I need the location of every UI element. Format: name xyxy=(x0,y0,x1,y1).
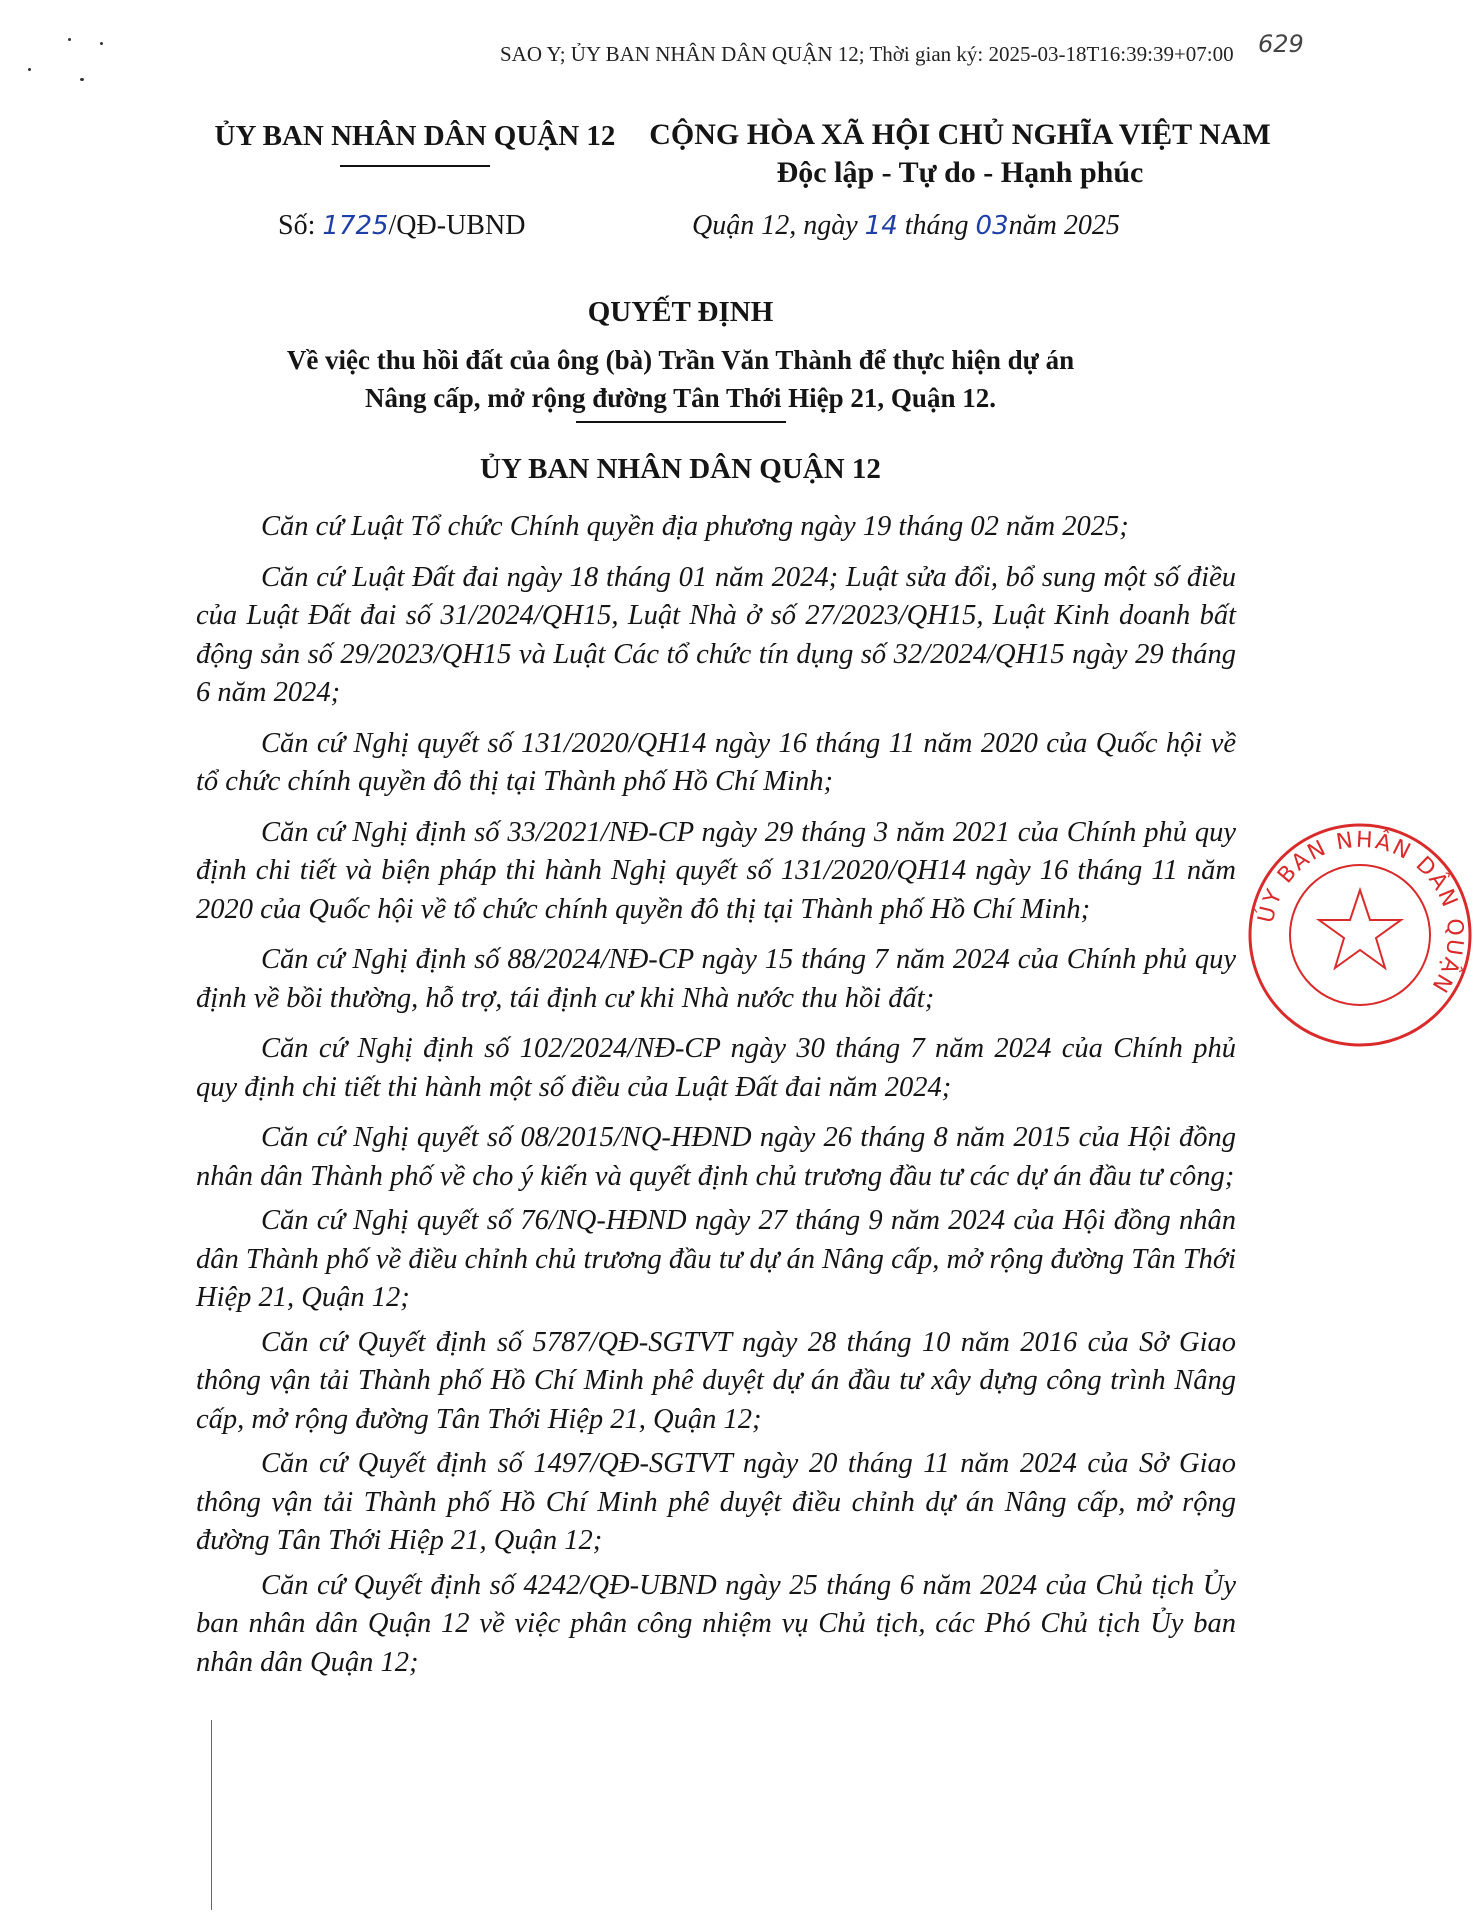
document-type: QUYẾT ĐỊNH xyxy=(587,296,774,328)
legal-basis-paragraph: Căn cứ Nghị quyết số 08/2015/NQ-HĐND ngày 26 tháng 8 năm 2015 của Hội đồng nhân dân Thành phố về cho ý kiến và quyết định chủ trương đầu tư các dự án đầu tư công; xyxy=(196,1122,1236,1192)
document-number xyxy=(278,210,525,242)
issuing-authority-heading: ỦY BAN NHÂN DÂN QUẬN 12 xyxy=(480,453,881,485)
legal-basis-paragraph: Căn cứ Nghị định số 88/2024/NĐ-CP ngày 15 tháng 7 năm 2024 của Chính phủ quy định về bồi thường, hỗ trợ, tái định cư khi Nhà nước thu hồi đất; xyxy=(196,944,1236,1014)
legal-basis-paragraph: Căn cứ Quyết định số 1497/QĐ-SGTVT ngày 20 tháng 11 năm 2024 của Sở Giao thông vận tải Thành phố Hồ Chí Minh phê duyệt điều chỉnh dự án Nâng cấp, mở rộng đường Tân Thới Hiệp 21, Quận 12; xyxy=(196,1448,1236,1556)
header-divider xyxy=(340,165,490,167)
national-title: CỘNG HÒA XÃ HỘI CHỦ NGHĨA VIỆT NAM xyxy=(649,118,1271,151)
legal-basis-paragraph: Căn cứ Luật Đất đai ngày 18 tháng 01 năm 2024; Luật sửa đổi, bổ sung một số điều của Luật Đất đai số 31/2024/QH15, Luật Nhà ở số 27/2023/QH15, Luật Kinh doanh bất động sản số 29/2023/QH15 và Luật Các tổ chức tín dụng số 32/2024/QH15 ngày 29 tháng 6 năm 2024; xyxy=(196,561,1236,708)
document-title-block xyxy=(0,296,1361,423)
legal-basis-paragraph: Căn cứ Nghị quyết số 76/NQ-HĐND ngày 27 tháng 9 năm 2024 của Hội đồng nhân dân Thành phố về điều chỉnh chủ trương đầu tư dự án Nâng cấp, mở rộng đường Tân Thới Hiệp 21, Quận 12; xyxy=(196,1205,1236,1313)
issuing-body-name: ỦY BAN NHÂN DÂN QUẬN 12 xyxy=(214,120,616,152)
subject-line: Nâng cấp, mở rộng đường Tân Thới Hiệp 21, Quận 12. xyxy=(365,383,996,413)
date-place: Quận 12, ngày xyxy=(692,210,865,241)
scan-speck xyxy=(28,68,31,71)
legal-basis-paragraph: Căn cứ Nghị định số 102/2024/NĐ-CP ngày 30 tháng 7 năm 2024 của Chính phủ quy định chi tiết thi hành một số điều của Luật Đất đai năm 2024; xyxy=(196,1033,1236,1103)
date-day-handwritten: 14 xyxy=(864,211,898,241)
title-divider xyxy=(576,421,786,423)
seal-text: ỦY BAN NHÂN DÂN QUẬN xyxy=(1253,827,1468,999)
seal-outer-ring xyxy=(1250,825,1470,1045)
doc-number-handwritten: 1725 xyxy=(322,211,389,241)
national-motto: Độc lập - Tự do - Hạnh phúc xyxy=(776,156,1144,189)
issuing-body-header xyxy=(195,120,635,167)
document-date xyxy=(692,210,1120,242)
legal-basis-paragraph: Căn cứ Luật Tổ chức Chính quyền địa phương ngày 19 tháng 02 năm 2025; xyxy=(261,511,1129,542)
date-month-handwritten: 03 xyxy=(975,211,1009,241)
legal-basis-paragraph: Căn cứ Quyết định số 5787/QĐ-SGTVT ngày 28 tháng 10 năm 2016 của Sở Giao thông vận tải Thành phố Hồ Chí Minh phê duyệt dự án đầu tư xây dựng công trình Nâng cấp, mở rộng đường Tân Thới Hiệp 21, Quận 12; xyxy=(196,1326,1236,1435)
legal-basis-paragraph: Căn cứ Nghị quyết số 131/2020/QH14 ngày 16 tháng 11 năm 2020 của Quốc hội về tổ chức chính quyền đô thị tại Thành phố Hồ Chí Minh; xyxy=(196,727,1236,797)
legal-basis-paragraph: Căn cứ Nghị định số 33/2021/NĐ-CP ngày 29 tháng 3 năm 2021 của Chính phủ quy định chi tiết và biện pháp thi hành Nghị quyết số 131/2020/QH14 ngày 16 tháng 11 năm 2020 của Quốc hội về tổ chức chính quyền đô thị tại Thành phố Hồ Chí Minh; xyxy=(196,816,1236,925)
red-official-seal xyxy=(1245,820,1475,1050)
handwritten-page-number: 629 xyxy=(1258,30,1304,58)
scan-margin-line xyxy=(211,1720,212,1910)
scan-speck xyxy=(68,38,71,41)
doc-number-suffix: /QĐ-UBND xyxy=(388,210,526,241)
national-header xyxy=(640,118,1280,190)
date-month-label: tháng xyxy=(897,210,976,241)
scan-speck xyxy=(100,42,103,45)
document-subject xyxy=(0,341,1361,417)
subject-line: Về việc thu hồi đất của ông (bà) Trần Văn Thành để thực hiện dự án xyxy=(286,345,1075,375)
digital-copy-signature-note: SAO Y; ỦY BAN NHÂN DÂN QUẬN 12; Thời gian ký: 2025-03-18T16:39:39+07:00 xyxy=(500,42,1234,66)
scan-speck xyxy=(80,78,84,81)
seal-inner-ring xyxy=(1290,865,1430,1005)
date-year: năm 2025 xyxy=(1008,210,1120,241)
seal-star-emblem xyxy=(1319,890,1401,968)
legal-bases xyxy=(196,508,1236,1682)
legal-basis-paragraph: Căn cứ Quyết định số 4242/QĐ-UBND ngày 25 tháng 6 năm 2024 của Chủ tịch Ủy ban nhân dân Quận 12 về việc phân công nhiệm vụ Chủ tịch, các Phó Chủ tịch Ủy ban nhân dân Quận 12; xyxy=(196,1569,1236,1678)
doc-number-prefix: Số: xyxy=(278,210,323,241)
